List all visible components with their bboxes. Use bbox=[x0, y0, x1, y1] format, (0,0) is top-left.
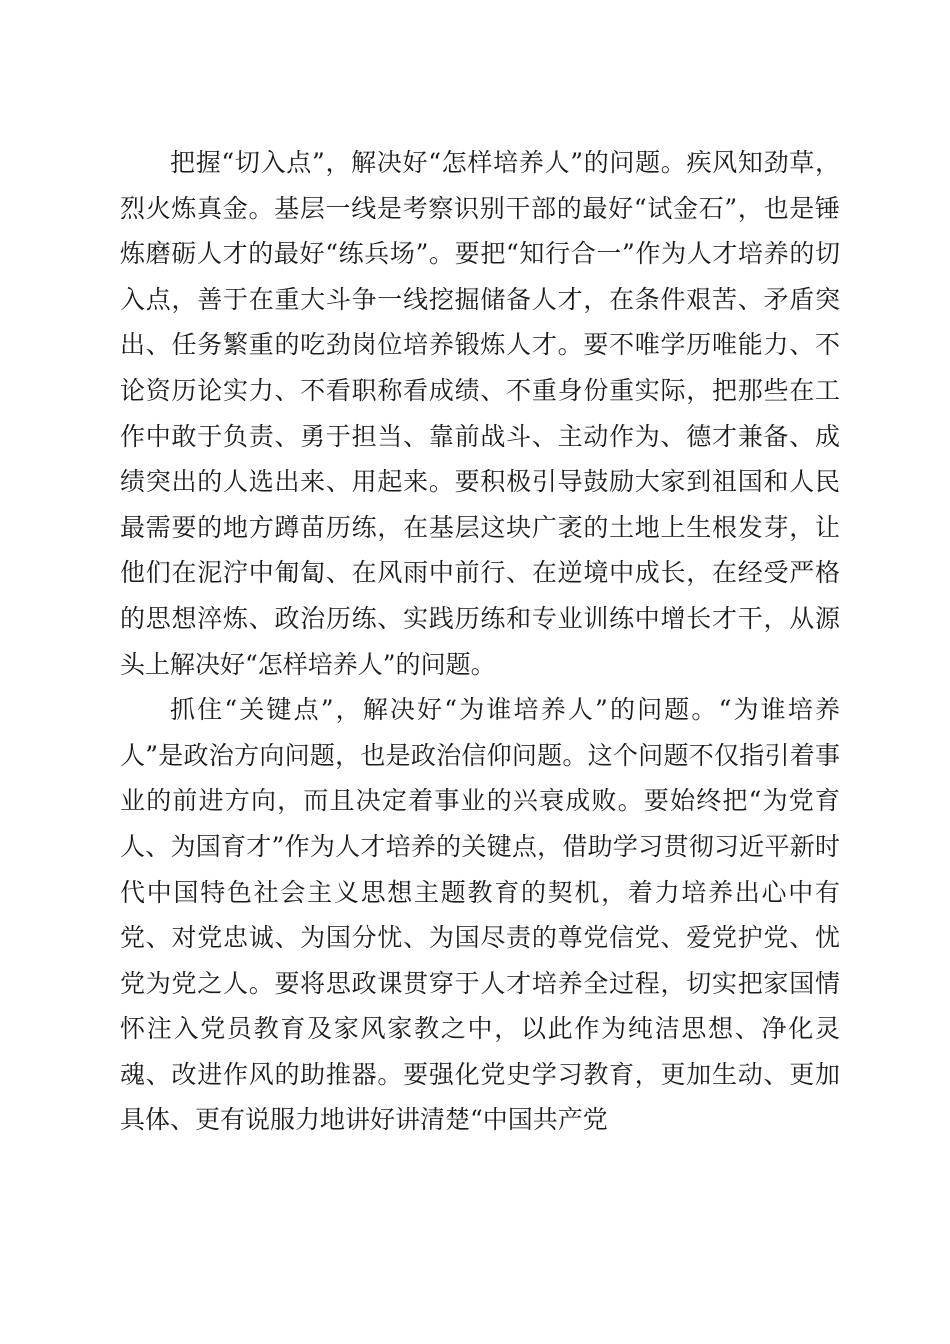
paragraph-talent-entry-point: 把握“切入点”，解决好“怎样培养人”的问题。疾风知劲草，烈火炼真金。基层一线是考察识别干部的最好“试金石”，也是锤炼磨砺人才的最好“练兵场”。要把“知行合一”作为人才培养的切入点，善于在重大斗争一线挖掘储备人才，在条件艰苦、矛盾突出、任务繁重的吃劲岗位培养锻炼人才。要不唯学历唯能力、不论资历论实力、不看职称看成绩、不重身份重实际，把那些在工作中敢于负责、勇于担当、靠前战斗、主动作为、德才兼备、成绩突出的人选出来、用起来。要积极引导鼓励大家到祖国和人民最需要的地方蹲苗历练，在基层这块广袤的土地上生根发芽，让他们在泥泞中匍匐、在风雨中前行、在逆境中成长，在经受严格的思想淬炼、政治历练、实践历练和专业训练中增长才干，从源头上解决好“怎样培养人”的问题。 bbox=[120, 148, 840, 679]
paragraph-talent-key-point: 抓住“关键点”，解决好“为谁培养人”的问题。“为谁培养人”是政治方向问题，也是政治信仰问题。这个问题不仅指引着事业的前进方向，而且决定着事业的兴衰成败。要始终把“为党育人、为国育才”作为人才培养的关键点，借助学习贯彻习近平新时代中国特色社会主义思想主题教育的契机，着力培养出心中有党、对党忠诚、为国分忧、为国尽责的尊党信党、爱党护党、忧党为党之人。要将思政课贯穿于人才培养全过程，切实把家国情怀注入党员教育及家风家教之中，以此作为纯洁思想、净化灵魂、改进作风的助推器。要强化党史学习教育，更加生动、更加具体、更有说服力地讲好讲清楚“中国共产党 bbox=[120, 695, 840, 1135]
document-body bbox=[120, 140, 840, 1143]
